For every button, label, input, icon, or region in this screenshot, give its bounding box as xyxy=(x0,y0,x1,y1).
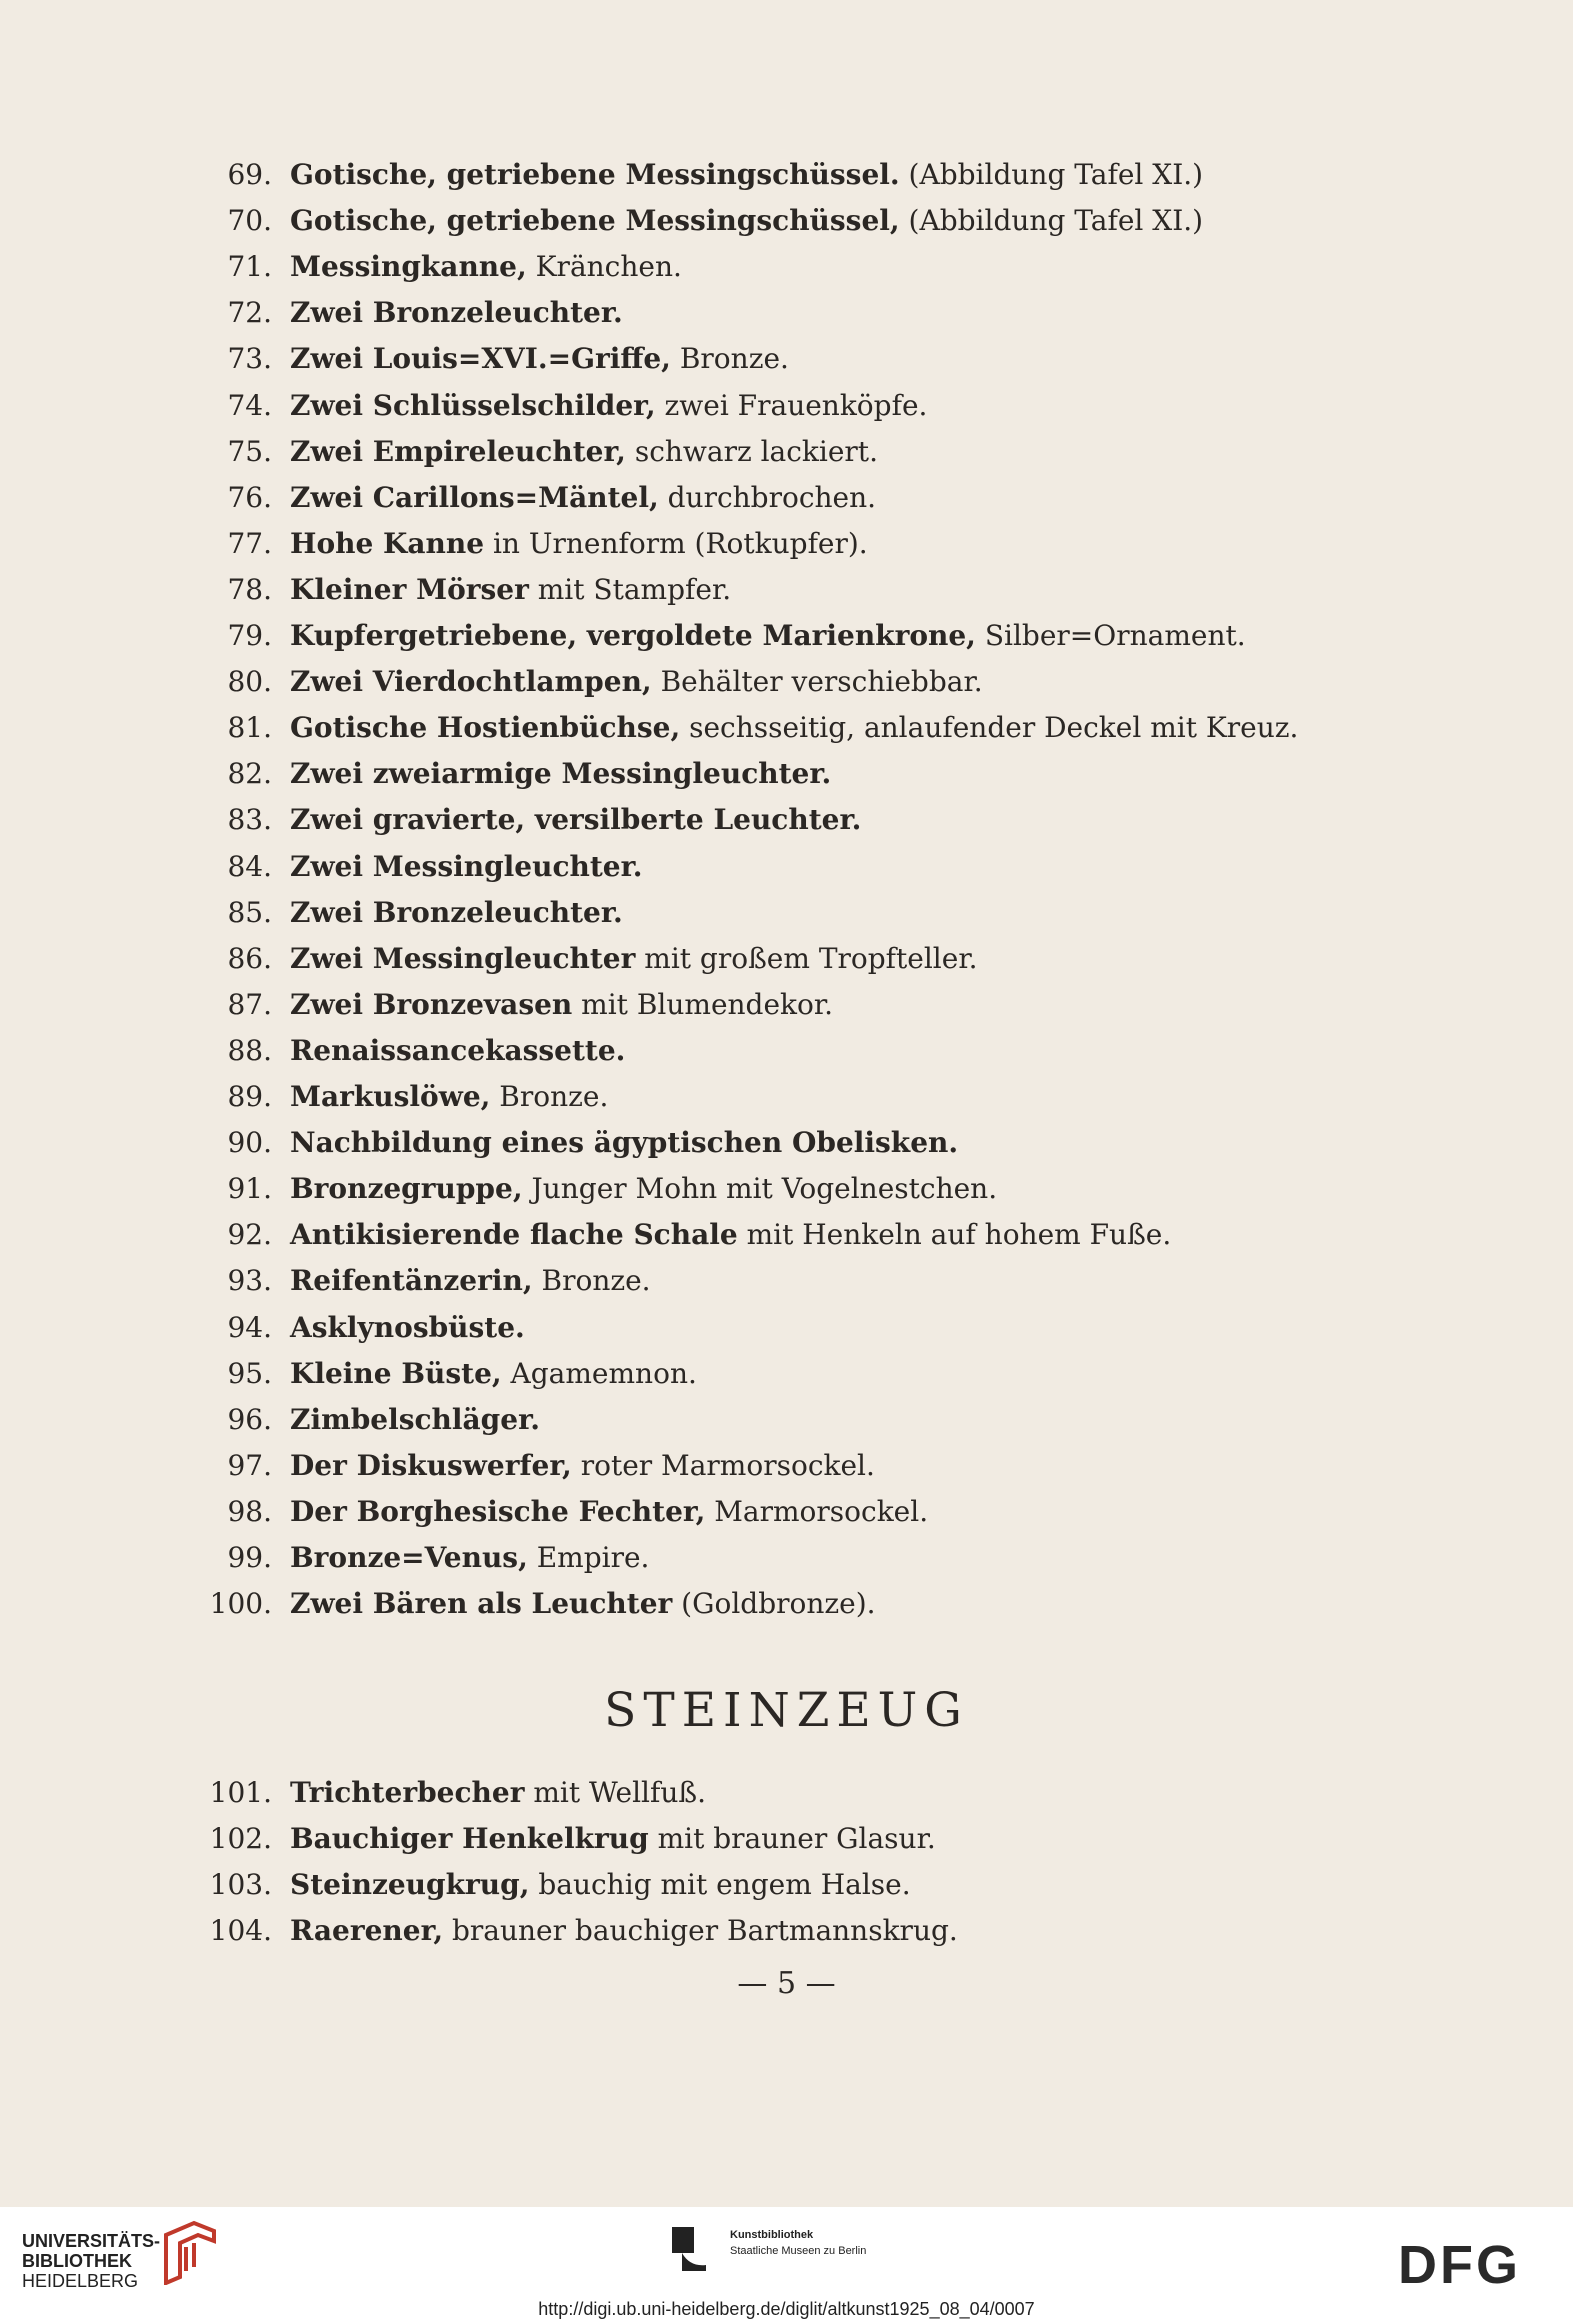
item-description: mit Wellfuß. xyxy=(524,1776,707,1809)
list-item xyxy=(0,1770,1300,1816)
item-description: Behälter verschiebbar. xyxy=(651,665,983,699)
item-number: 77. xyxy=(227,526,272,560)
item-description: sechsseitig, anlaufender Deckel mit Kreuz. xyxy=(680,711,1299,745)
item-number: 78. xyxy=(227,572,272,606)
item-title: Zwei Bronzeleuchter. xyxy=(290,296,623,330)
item-number: 84. xyxy=(227,849,272,883)
item-title: Bauchiger Henkelkrug xyxy=(290,1822,649,1855)
ub-heidelberg-logo-text[interactable] xyxy=(22,2231,160,2291)
item-description: (Abbildung Tafel XI.) xyxy=(899,158,1204,191)
item-number: 88. xyxy=(227,1033,272,1067)
item-number: 87. xyxy=(227,987,272,1021)
item-title: Zwei Messingleuchter xyxy=(290,941,636,975)
ub-line2: BIBLIOTHEK xyxy=(22,2251,132,2271)
list-item xyxy=(0,659,1300,705)
ub-heidelberg-logo-icon xyxy=(158,2219,218,2285)
item-number: 99. xyxy=(227,1541,272,1574)
item-description: (Abbildung Tafel XI.) xyxy=(899,204,1204,238)
list-item xyxy=(0,152,1300,198)
item-number: 97. xyxy=(227,1448,272,1482)
list-item xyxy=(0,1489,1300,1535)
item-title: Zwei Bronzevasen xyxy=(290,987,573,1021)
item-title: Zwei Carillons=Mäntel, xyxy=(290,480,659,514)
list-item xyxy=(0,1535,1300,1581)
kb-line1: Kunstbibliothek xyxy=(730,2229,814,2241)
item-description: mit Henkeln auf hohem Fuße. xyxy=(737,1218,1172,1252)
item-number: 101. xyxy=(209,1776,272,1809)
item-description: mit Stampfer. xyxy=(528,572,732,606)
item-number: 75. xyxy=(227,434,272,468)
list-item xyxy=(0,1212,1300,1258)
list-item xyxy=(0,797,1300,843)
item-title: Hohe Kanne xyxy=(290,526,485,560)
item-description: mit Blumendekor. xyxy=(572,987,834,1021)
item-number: 104. xyxy=(209,1914,272,1947)
section-heading: STEINZEUG xyxy=(604,1683,969,1738)
footer-bar xyxy=(0,2207,1573,2321)
item-description: zwei Frauenköpfe. xyxy=(655,388,928,422)
item-number: 83. xyxy=(227,803,272,837)
ub-line3: HEIDELBERG xyxy=(22,2271,139,2291)
list-item xyxy=(0,336,1300,382)
item-title: Antikisierende flache Schale xyxy=(290,1218,738,1252)
item-title: Zwei gravierte, versilberte Leuchter. xyxy=(290,803,862,837)
item-number: 89. xyxy=(227,1080,272,1113)
item-title: Messingkanne, xyxy=(290,250,527,284)
item-number: 74. xyxy=(227,388,272,422)
list-item xyxy=(0,1351,1300,1397)
item-description: mit brauner Glasur. xyxy=(648,1822,936,1855)
item-title: Zimbelschläger. xyxy=(290,1402,541,1436)
item-title: Bronzegruppe, xyxy=(290,1172,523,1206)
list-item xyxy=(0,383,1300,429)
list-item xyxy=(0,1443,1300,1489)
item-description: mit großem Tropfteller. xyxy=(635,941,978,975)
item-number: 98. xyxy=(227,1494,272,1528)
item-description: Bronze. xyxy=(532,1264,651,1298)
list-item xyxy=(0,1397,1300,1443)
item-description: (Goldbronze). xyxy=(672,1587,876,1621)
item-number: 72. xyxy=(227,296,272,330)
list-item xyxy=(0,198,1300,244)
item-number: 80. xyxy=(227,665,272,699)
item-title: Kleiner Mörser xyxy=(290,572,529,606)
list-item xyxy=(0,475,1300,521)
item-number: 103. xyxy=(209,1868,272,1901)
item-number: 94. xyxy=(227,1310,272,1344)
item-title: Kupfergetriebene, vergoldete Marienkrone, xyxy=(290,619,976,652)
item-title: Gotische Hostienbüchse, xyxy=(290,711,681,745)
item-description: Silber=Ornament. xyxy=(975,619,1246,652)
item-title: Kleine Büste, xyxy=(290,1356,502,1390)
item-number: 95. xyxy=(227,1356,272,1390)
item-title: Steinzeugkrug, xyxy=(290,1868,530,1901)
item-number: 92. xyxy=(227,1218,272,1252)
item-number: 70. xyxy=(227,204,272,238)
item-number: 91. xyxy=(227,1172,272,1206)
list-item xyxy=(0,1816,1300,1862)
item-description: bauchig mit engem Halse. xyxy=(529,1868,911,1901)
item-description: Bronze. xyxy=(490,1080,609,1113)
list-item xyxy=(0,1166,1300,1212)
item-title: Markuslöwe, xyxy=(290,1080,491,1113)
item-title: Zwei Louis=XVI.=Griffe, xyxy=(290,342,671,376)
source-url[interactable]: http://digi.ub.uni-heidelberg.de/diglit/altkunst1925_08_04/0007 xyxy=(538,2299,1035,2319)
kb-line2: Staatliche Museen zu Berlin xyxy=(730,2245,867,2257)
ub-line1: UNIVERSITÄTS- xyxy=(22,2231,161,2251)
item-description: brauner bauchiger Bartmannskrug. xyxy=(443,1914,958,1947)
item-description: durchbrochen. xyxy=(658,480,877,514)
item-number: 81. xyxy=(227,711,272,745)
item-number: 100. xyxy=(209,1587,272,1621)
item-title: Nachbildung eines ägyptischen Obelisken. xyxy=(290,1126,959,1160)
item-title: Zwei Vierdochtlampen, xyxy=(290,665,652,699)
item-number: 102. xyxy=(209,1822,272,1855)
item-number: 96. xyxy=(227,1402,272,1436)
list-item xyxy=(0,1581,1300,1627)
item-number: 82. xyxy=(227,757,272,791)
item-title: Der Borghesische Fechter, xyxy=(290,1494,706,1528)
list-item xyxy=(0,1258,1300,1304)
item-number: 85. xyxy=(227,895,272,929)
item-title: Zwei Empireleuchter, xyxy=(290,434,626,468)
list-item xyxy=(0,1028,1300,1074)
item-number: 86. xyxy=(227,941,272,975)
page-number: — 5 — xyxy=(737,1966,836,2001)
list-item xyxy=(0,751,1300,797)
item-description: Junger Mohn mit Vogelnestchen. xyxy=(522,1172,998,1206)
list-item xyxy=(0,429,1300,475)
item-title: Zwei Schlüsselschilder, xyxy=(290,388,656,422)
list-item xyxy=(0,613,1300,659)
list-item xyxy=(0,1908,1300,1954)
list-item xyxy=(0,1120,1300,1166)
item-number: 90. xyxy=(227,1126,272,1160)
item-title: Zwei Messingleuchter. xyxy=(290,849,643,883)
dfg-logo[interactable]: DFG xyxy=(1398,2235,1521,2295)
list-item xyxy=(0,521,1300,567)
list-item xyxy=(0,244,1300,290)
item-title: Renaissancekassette. xyxy=(290,1033,626,1067)
list-item xyxy=(0,705,1300,751)
list-item xyxy=(0,290,1300,336)
item-title: Zwei Bären als Leuchter xyxy=(290,1587,673,1621)
item-title: Zwei Bronzeleuchter. xyxy=(290,895,623,929)
item-description: Empire. xyxy=(527,1541,650,1574)
item-description: in Urnenform (Rotkupfer). xyxy=(484,526,868,560)
item-title: Asklynosbüste. xyxy=(290,1310,525,1344)
item-number: 73. xyxy=(227,342,272,376)
item-description: Kränchen. xyxy=(526,250,682,284)
list-item xyxy=(0,1305,1300,1351)
item-title: Gotische, getriebene Messingschüssel. xyxy=(290,158,900,191)
item-number: 69. xyxy=(227,158,272,191)
list-item xyxy=(0,1074,1300,1120)
kunstbibliothek-icon xyxy=(672,2227,712,2271)
list-item xyxy=(0,982,1300,1028)
item-title: Raerener, xyxy=(290,1914,444,1947)
item-description: Agamemnon. xyxy=(501,1356,697,1390)
item-title: Trichterbecher xyxy=(290,1776,525,1809)
item-number: 71. xyxy=(227,250,272,284)
item-title: Bronze=Venus, xyxy=(290,1541,528,1574)
item-title: Zwei zweiarmige Messingleuchter. xyxy=(290,757,832,791)
item-title: Reifentänzerin, xyxy=(290,1264,533,1298)
item-description: Marmorsockel. xyxy=(705,1494,929,1528)
item-title: Der Diskuswerfer, xyxy=(290,1448,572,1482)
item-description: Bronze. xyxy=(670,342,789,376)
item-description: schwarz lackiert. xyxy=(625,434,878,468)
list-item xyxy=(0,890,1300,936)
item-title: Gotische, getriebene Messingschüssel, xyxy=(290,204,900,238)
list-item xyxy=(0,936,1300,982)
item-number: 76. xyxy=(227,480,272,514)
list-item xyxy=(0,844,1300,890)
list-item xyxy=(0,567,1300,613)
item-number: 79. xyxy=(227,619,272,652)
item-number: 93. xyxy=(227,1264,272,1298)
item-description: roter Marmorsockel. xyxy=(571,1448,875,1482)
list-item xyxy=(0,1862,1300,1908)
